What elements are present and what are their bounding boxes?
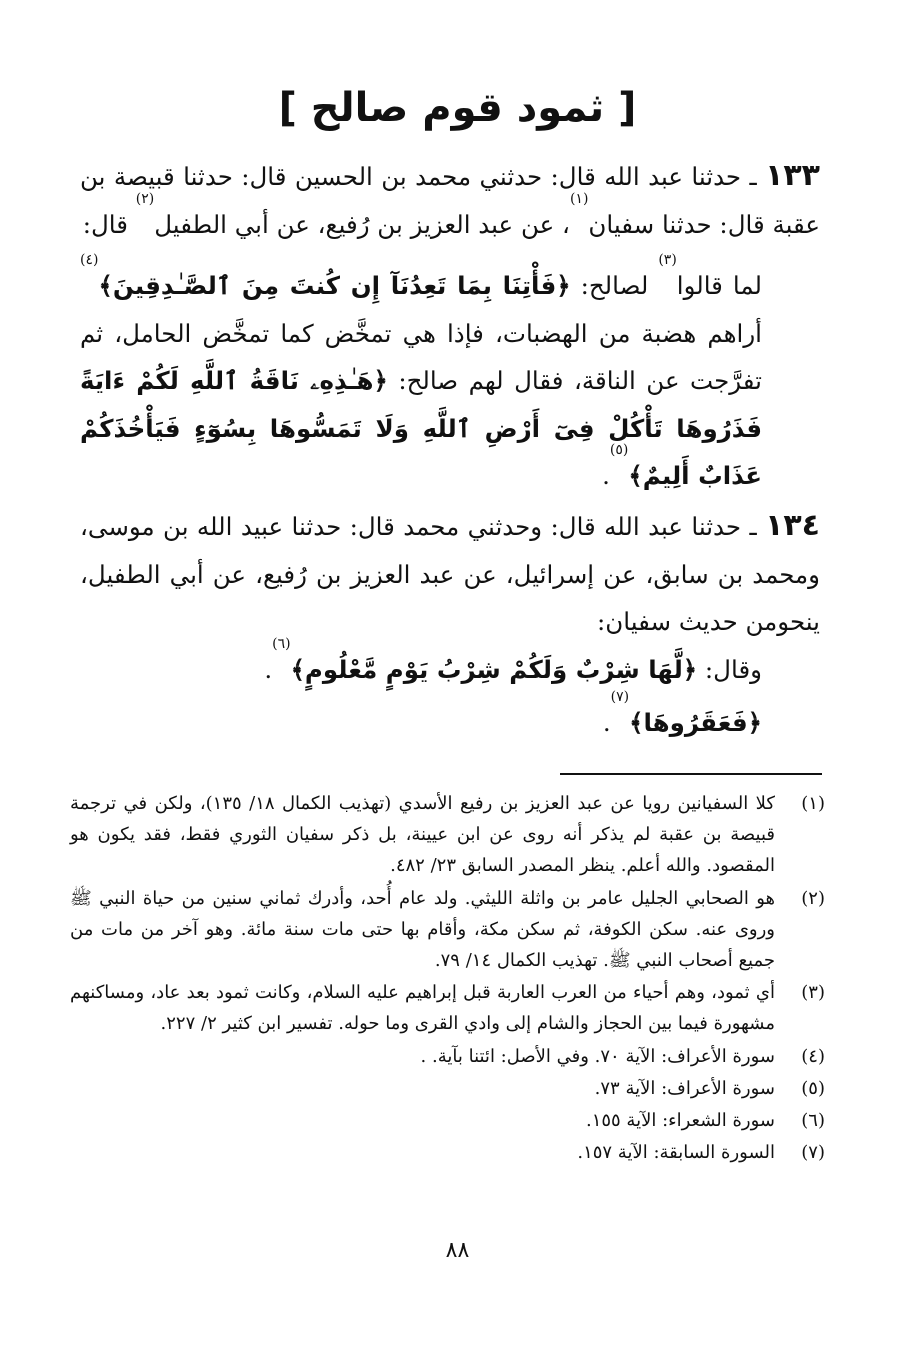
hadith-text: ـ حدثنا عبد الله قال: وحدثني محمد قال: حدثنا عبيد الله بن موسى، ومحمد بن سابق، عن إسرائيل، عن عبد العزيز بن رُفيع، عن أبي الطفيل، ينحومن حديث سفيان:: [80, 512, 820, 636]
footnote-text: أي ثمود، وهم أحياء من العرب العاربة قبل إبراهيم عليه السلام، وكانت ثمود بعد عاد، ومساكنهم مشهورة فيما بين الحجاز والشام إلى وادي القرى وما حوله. تفسير ابن كثير ٢/ ٢٢٧.: [70, 982, 775, 1035]
hadith-134: [80, 502, 820, 747]
quran-verse: ﴿فَعَقَرُوهَا﴾: [629, 708, 762, 737]
page-number: ٨٨: [445, 1238, 470, 1263]
quran-verse: ﴿هَـٰذِهِۦ نَاقَةُ ٱللَّهِ لَكُمْ ءَايَةً فَذَرُوهَا تَأْكُلْ فِىٓ أَرْضِ ٱللَّهِ وَلَا تَمَسُّوهَا بِسُوٓءٍ فَيَأْخُذَكُمْ عَذَابٌ أَلِيمٌ﴾: [80, 366, 762, 490]
footnote-text: هو الصحابي الجليل عامر بن واثلة الليثي. ولد عام أُحد، وأدرك ثماني سنين من حياة النبي ﷺ وروى عنه. سكن الكوفة، ثم سكن مكة، وأقام بها حتى مات سنة مائة. وهو آخر من مات من جميع أصحاب النبي ﷺ. تهذيب الكمال ١٤/ ٧٩.: [70, 887, 775, 972]
punctuation: .: [602, 461, 610, 490]
footnote-number: (٢): [801, 887, 825, 909]
footnote-ref[interactable]: (٥): [609, 442, 629, 458]
footnote-text: سورة الأعراف: الآية ٧٠. وفي الأصل: ائتنا بآية. .: [420, 1045, 775, 1067]
punctuation: .: [264, 654, 273, 684]
chapter-title: [ ثمود قوم صالح ]: [278, 85, 637, 131]
footnote-item: [70, 788, 825, 882]
footnote-ref[interactable]: (٧): [610, 689, 630, 705]
hadith-133-narration: [80, 252, 820, 500]
footnote-number: (٣): [801, 982, 825, 1004]
narration-text: لما قالوا: [676, 271, 762, 300]
hadith-133: [80, 152, 820, 500]
hadith-134-line: [80, 635, 820, 694]
narration-text: أراهم هضبة من الهضبات، فإذا هي تمخَّض كما تمخَّض الحامل، ثم تفرَّجت عن الناقة، فقال لهم صالح:: [80, 318, 762, 395]
footnote-number: (٥): [801, 1077, 825, 1099]
quran-verse: ﴿لَّهَا شِرْبٌ وَلَكُمْ شِرْبُ يَوْمٍ مَّعْلُومٍ﴾: [290, 654, 698, 684]
footnote-text: سورة الأعراف: الآية ٧٣.: [594, 1077, 775, 1099]
hadith-text: ـ حدثنا عبد الله قال: حدثني محمد بن الحسين قال: حدثنا قبيصة بن عقبة قال: حدثنا سفيان: [80, 162, 820, 239]
footnote-text: السورة السابقة: الآية ١٥٧.: [577, 1142, 775, 1164]
footnote-number: (١): [801, 793, 825, 814]
quran-verse: ﴿فَأْتِنَا بِمَا تَعِدُنَآ إِن كُنتَ مِنَ ٱلصَّـٰدِقِينَ﴾: [98, 271, 571, 300]
footnote-item: [70, 883, 825, 977]
hadith-134-line: [80, 689, 820, 747]
hadith-number: ١٣٣: [765, 158, 820, 193]
footnote-text: سورة الشعراء: الآية ١٥٥.: [585, 1110, 775, 1132]
hadith-134-paragraph: [80, 502, 820, 646]
footnote-text: كلا السفيانين رويا عن عبد العزيز بن رفيع الأسدي (تهذيب الكمال ١٨/ ١٣٥)، ولكن في ترجمة قبيصة بن عقبة لم يذكر أنه روى عن ابن عيينة، بل ذكر سفيان الثوري فقط، فقد يكون هو المقصود. والله أعلم. ينظر المصدر السابق ٢٣/ ٤٨٢.: [70, 793, 775, 877]
footnote-number: (٤): [801, 1045, 825, 1067]
punctuation: .: [602, 708, 611, 737]
footnote-item: [70, 977, 825, 1039]
footnote-item: [70, 1041, 825, 1072]
footnote-ref[interactable]: (١): [569, 190, 589, 207]
footnotes: [70, 788, 825, 1169]
footnote-ref[interactable]: (٢): [135, 190, 155, 207]
footnote-number: (٧): [801, 1142, 825, 1164]
footnote-ref[interactable]: (٦): [272, 635, 291, 652]
hadith-number: ١٣٤: [765, 508, 820, 543]
footnote-item: [70, 1105, 825, 1136]
narration-text: وقال:: [697, 654, 762, 684]
footnote-item: [70, 1073, 825, 1104]
hadith-text: ، عن عبد العزيز بن رُفيع، عن أبي الطفيل: [154, 209, 570, 239]
footnote-ref[interactable]: (٣): [658, 252, 677, 268]
footnote-separator: [560, 773, 822, 775]
hadith-text: قال:: [82, 209, 136, 239]
narration-text: لصالح:: [570, 271, 659, 300]
hadith-133-paragraph: [80, 152, 820, 248]
footnote-ref[interactable]: (٤): [80, 252, 99, 268]
footnote-item: [70, 1137, 825, 1168]
footnote-number: (٦): [801, 1110, 825, 1132]
